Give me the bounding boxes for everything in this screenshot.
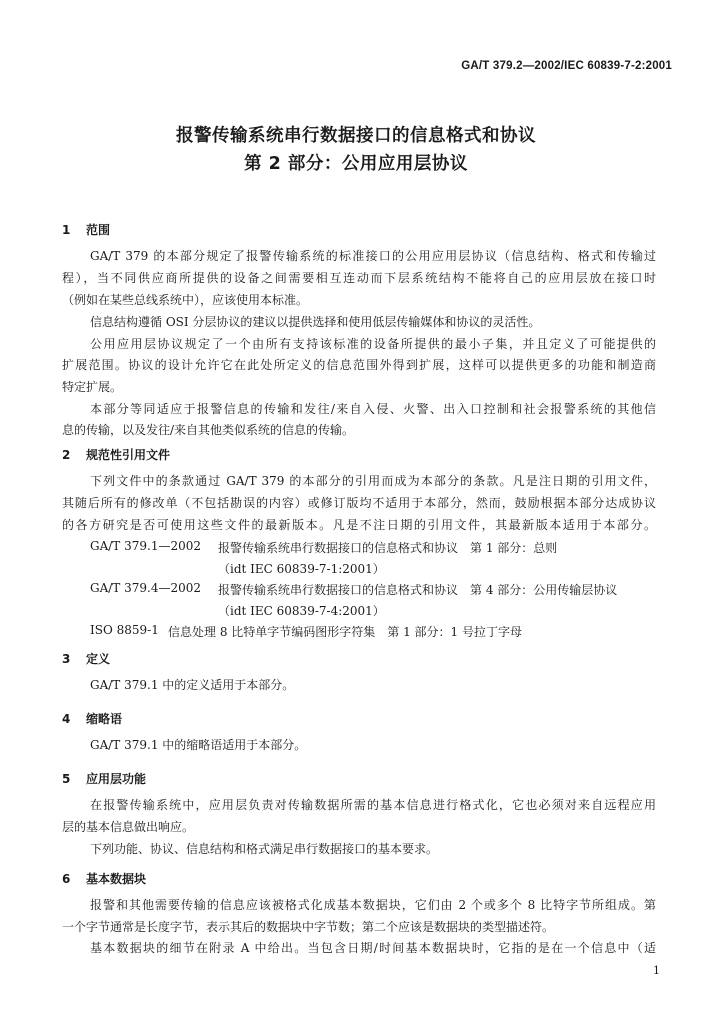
paragraph-line: （例如在某些总线系统中），应该使用本标准。	[62, 293, 309, 307]
reference-code: GA/T 379.1—2002	[90, 539, 202, 553]
section-title: 基本数据块	[86, 872, 147, 886]
paragraph-line: 公用应用层协议规定了一个由所有支持该标准的设备所提供的最小子集，并且定义了可能提供的	[90, 337, 656, 351]
reference-title: 信息处理 8 比特单字节编码图形字符集 第 1 部分：1 号拉丁字母	[168, 625, 522, 639]
section-title: 规范性引用文件	[86, 448, 171, 462]
paragraph-line: 程），当不同供应商所提供的设备之间需要相互连动而下层系统结构不能将自己的应用层放在接口时	[62, 271, 656, 285]
section-heading	[62, 221, 110, 238]
section-number: 1	[62, 223, 71, 237]
paragraph-line: 的各方研究是否可使用这些文件的最新版本。凡是不注日期的引用文件，其最新版本适用于本部分。	[62, 518, 656, 532]
paragraph-line: 信息结构遵循 OSI 分层协议的建议以提供选择和使用低层传输媒体和协议的灵活性。	[90, 315, 541, 329]
document-title: 报警传输系统串行数据接口的信息格式和协议	[176, 126, 536, 146]
paragraph-line: 扩展范围。协议的设计允许它在此处所定义的信息范围外得到扩展，这样可以提供更多的功能和制造商	[62, 358, 656, 372]
paragraph-line: 层的基本信息做出响应。	[62, 820, 195, 834]
paragraph-line: GA/T 379 的本部分规定了报警传输系统的标准接口的公用应用层协议（信息结构、格式和传输过	[90, 249, 656, 263]
paragraph-line: 在报警传输系统中，应用层负责对传输数据所需的基本信息进行格式化，它也必须对来自远程应用	[90, 798, 656, 812]
section-heading	[62, 870, 146, 887]
paragraph-line: 本部分等同适应于报警信息的传输和发往/来自入侵、火警、出入口控制和社会报警系统的其他信	[90, 402, 656, 416]
reference-idt: （idt IEC 60839-7-4:2001）	[218, 604, 385, 618]
standard-number: GA/T 379.2—2002/IEC 60839-7-2:2001	[461, 60, 672, 72]
section-title: 应用层功能	[86, 772, 147, 786]
section-title: 范围	[86, 223, 111, 237]
reference-code: ISO 8859-1	[90, 623, 159, 637]
section-heading	[62, 770, 146, 787]
reference-code: GA/T 379.4—2002	[90, 581, 202, 595]
paragraph-line: 下列功能、协议、信息结构和格式满足串行数据接口的基本要求。	[90, 842, 439, 856]
section-heading	[62, 446, 170, 463]
paragraph-line: 特定扩展。	[62, 380, 123, 394]
paragraph-line: GA/T 379.1 中的定义适用于本部分。	[90, 678, 295, 692]
section-number: 6	[62, 872, 71, 886]
section-number: 2	[62, 448, 71, 462]
reference-title: 报警传输系统串行数据接口的信息格式和协议 第 4 部分：公用传输层协议	[218, 583, 618, 597]
paragraph-line: 其随后所有的修改单（不包括勘误的内容）或修订版均不适用于本部分，然而，鼓励根据本部分达成协议	[62, 496, 656, 510]
page-number: 1	[653, 964, 660, 977]
paragraph-line: 基本数据块的细节在附录 A 中给出。当包含日期/时间基本数据块时，它指的是在一个信息中（适	[90, 941, 656, 955]
reference-idt: （idt IEC 60839-7-1:2001）	[218, 562, 385, 576]
section-title: 定义	[86, 652, 111, 666]
paragraph-line: 下列文件中的条款通过 GA/T 379 的本部分的引用而成为本部分的条款。凡是注日期的引用文件，	[90, 474, 656, 488]
paragraph-line: GA/T 379.1 中的缩略语适用于本部分。	[90, 738, 307, 752]
paragraph-line: 息的传输，以及发往/来自其他类似系统的信息的传输。	[62, 423, 355, 437]
section-heading	[62, 650, 110, 667]
document-subtitle: 第 2 部分：公用应用层协议	[244, 154, 468, 174]
section-number: 3	[62, 652, 71, 666]
section-heading	[62, 710, 122, 727]
section-number: 4	[62, 712, 71, 726]
paragraph-line: 报警和其他需要传输的信息应该被格式化成基本数据块，它们由 2 个或多个 8 比特字节所组成。第	[90, 898, 656, 912]
section-number: 5	[62, 772, 71, 786]
section-title: 缩略语	[86, 712, 123, 726]
reference-title: 报警传输系统串行数据接口的信息格式和协议 第 1 部分：总则	[218, 541, 558, 555]
paragraph-line: 一个字节通常是长度字节，表示其后的数据块中字节数；第二个应该是数据块的类型描述符。	[62, 920, 555, 934]
